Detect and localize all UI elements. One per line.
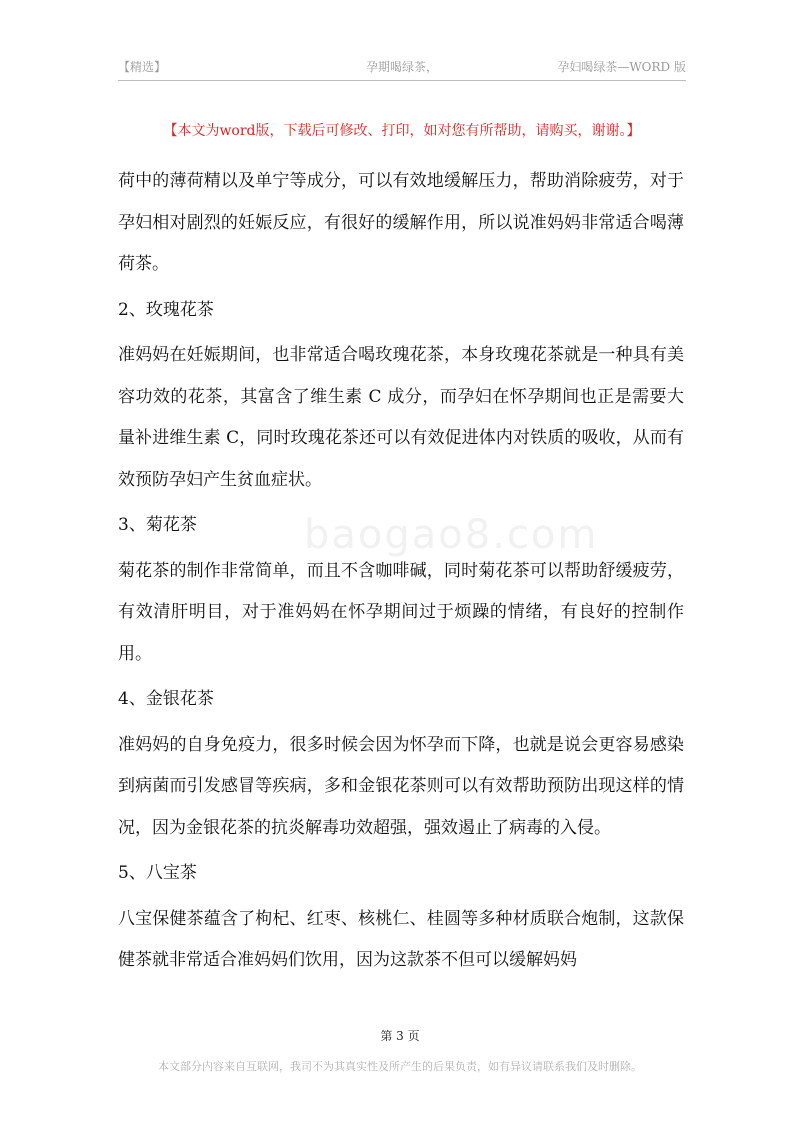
- header-right-label: 孕妇喝绿茶—WORD 版: [557, 60, 686, 74]
- page-header: [118, 54, 686, 80]
- paragraph-babao-tea: 八宝保健茶蕴含了枸杞、红枣、核桃仁、桂圆等多种材质联合炮制，这款保健茶就非常适合准妈妈们饮用，因为这款茶不但可以缓解妈妈: [118, 908, 684, 970]
- section-heading-babao-tea: 5、八宝茶: [118, 863, 197, 883]
- purchase-notice: 【本文为word版，下载后可修改、打印，如对您有所帮助，请购买，谢谢。】: [163, 123, 641, 139]
- section-heading-honeysuckle-tea: 4、金银花茶: [118, 689, 214, 709]
- document-body: [118, 161, 684, 986]
- paragraph-intro: 荷中的薄荷精以及单宁等成分，可以有效地缓解压力，帮助消除疲劳，对于孕妇相对剧烈的妊娠反应，有很好的缓解作用，所以说准妈妈非常适合喝薄荷茶。: [118, 171, 684, 274]
- header-divider: [118, 80, 686, 81]
- footer-disclaimer: 本文部分内容来自互联网，我司不为其真实性及所产生的后果负责，如有异议请联系我们及时删除。: [158, 1060, 642, 1073]
- paragraph-rose-tea: 准妈妈在妊娠期间，也非常适合喝玫瑰花茶，本身玫瑰花茶就是一种具有美容功效的花茶，其富含了维生素 C 成分，而孕妇在怀孕期间也正是需要大量补进维生素 C，同时玫瑰花茶还可以有效促进体内对铁质的吸收，从而有效预防孕妇产生贫血症状。: [118, 345, 684, 490]
- paragraph-honeysuckle-tea: 准妈妈的自身免疫力，很多时候会因为怀孕而下降，也就是说会更容易感染到病菌而引发感冒等疾病，多和金银花茶则可以有效帮助预防出现这样的情况，因为金银花茶的抗炎解毒功效超强，强效遏止了病毒的入侵。: [118, 734, 684, 838]
- section-heading-rose-tea: 2、玫瑰花茶: [118, 299, 214, 320]
- header-left-label: 【精选】: [118, 60, 167, 74]
- header-center-title: 孕期喝绿茶，: [365, 60, 438, 74]
- watermark: baogao8.com: [304, 512, 599, 558]
- section-heading-chrysanthemum-tea: 3、菊花茶: [118, 515, 197, 535]
- page-number: 第 3 页: [380, 1029, 420, 1043]
- paragraph-chrysanthemum-tea: 菊花茶的制作非常简单，而且不含咖啡碱，同时菊花茶可以帮助舒缓疲劳，有效清肝明目，对于准妈妈在怀孕期间过于烦躁的情绪，有良好的控制作用。: [118, 560, 684, 664]
